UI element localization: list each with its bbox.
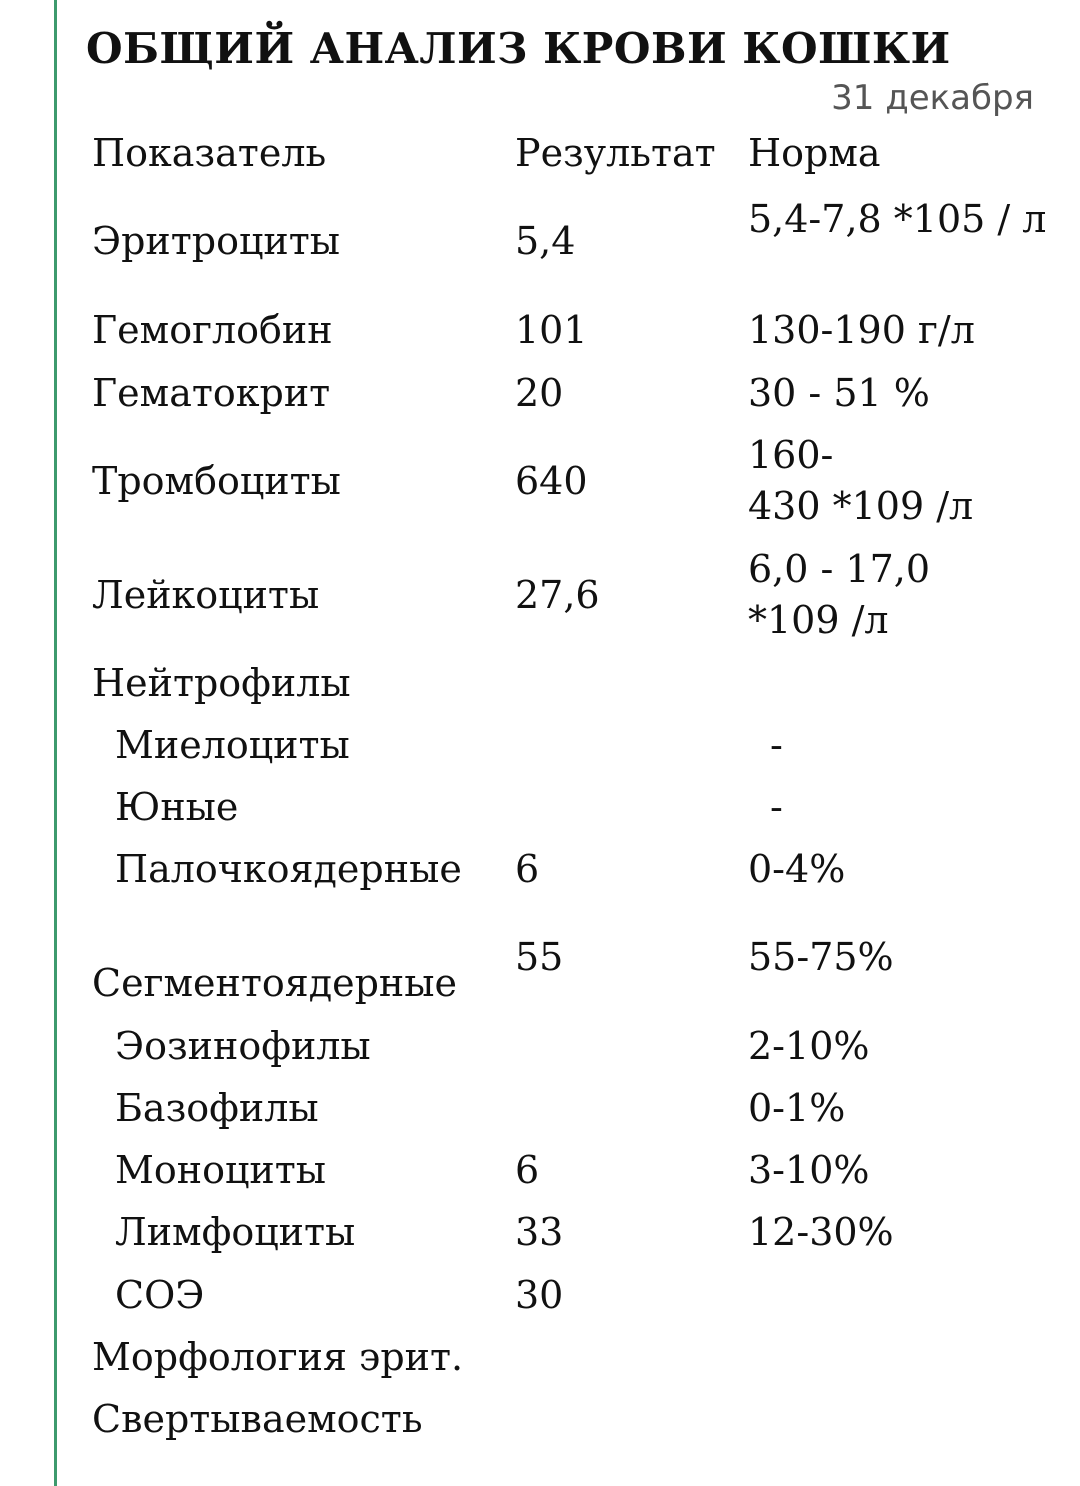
row-result: 101 bbox=[515, 308, 588, 352]
row-result: 33 bbox=[515, 1210, 564, 1254]
row-result: 55 bbox=[515, 935, 564, 979]
header-result: Результат bbox=[515, 131, 716, 175]
row-name: Нейтрофилы bbox=[92, 661, 351, 705]
row-name: Лейкоциты bbox=[92, 573, 320, 617]
row-norm: 5,4-7,8 *105 / л bbox=[748, 197, 1047, 241]
row-result: 30 bbox=[515, 1273, 564, 1317]
row-name: Эозинофилы bbox=[115, 1024, 371, 1068]
left-border-line bbox=[54, 0, 57, 1486]
row-result: 6 bbox=[515, 847, 540, 891]
row-name: Свертываемость bbox=[92, 1397, 423, 1441]
row-norm: 2-10% bbox=[748, 1024, 870, 1068]
row-name: Тромбоциты bbox=[92, 459, 341, 503]
row-name: СОЭ bbox=[115, 1273, 205, 1317]
row-name: Сегментоядерные bbox=[92, 961, 457, 1005]
row-norm: 160- 430 *109 /л bbox=[748, 433, 974, 529]
row-result: 27,6 bbox=[515, 573, 600, 617]
row-result: 20 bbox=[515, 371, 564, 415]
row-name: Палочкоядерные bbox=[115, 847, 462, 891]
row-norm: - bbox=[770, 723, 783, 767]
row-norm: 6,0 - 17,0 *109 /л bbox=[748, 547, 931, 643]
row-norm: 0-1% bbox=[748, 1086, 846, 1130]
row-norm: 130-190 г/л bbox=[748, 308, 975, 352]
document-date: 31 декабря bbox=[831, 78, 1034, 118]
row-norm: 55-75% bbox=[748, 935, 894, 979]
row-norm: 3-10% bbox=[748, 1148, 870, 1192]
row-name: Миелоциты bbox=[115, 723, 350, 767]
row-name: Гематокрит bbox=[92, 371, 331, 415]
document-title: ОБЩИЙ АНАЛИЗ КРОВИ КОШКИ bbox=[86, 24, 951, 73]
row-result: 5,4 bbox=[515, 219, 576, 263]
row-norm: 30 - 51 % bbox=[748, 371, 930, 415]
header-indicator: Показатель bbox=[92, 131, 327, 175]
row-name: Юные bbox=[115, 785, 239, 829]
row-norm: - bbox=[770, 785, 783, 829]
row-name: Гемоглобин bbox=[92, 308, 333, 352]
row-result: 6 bbox=[515, 1148, 540, 1192]
row-name: Лимфоциты bbox=[115, 1210, 356, 1254]
row-norm: 12-30% bbox=[748, 1210, 894, 1254]
row-name: Моноциты bbox=[115, 1148, 327, 1192]
row-name: Базофилы bbox=[115, 1086, 319, 1130]
row-name: Морфология эрит. bbox=[92, 1335, 464, 1379]
row-result: 640 bbox=[515, 459, 588, 503]
row-name: Эритроциты bbox=[92, 219, 340, 263]
row-norm: 0-4% bbox=[748, 847, 846, 891]
header-norm: Норма bbox=[748, 131, 881, 175]
